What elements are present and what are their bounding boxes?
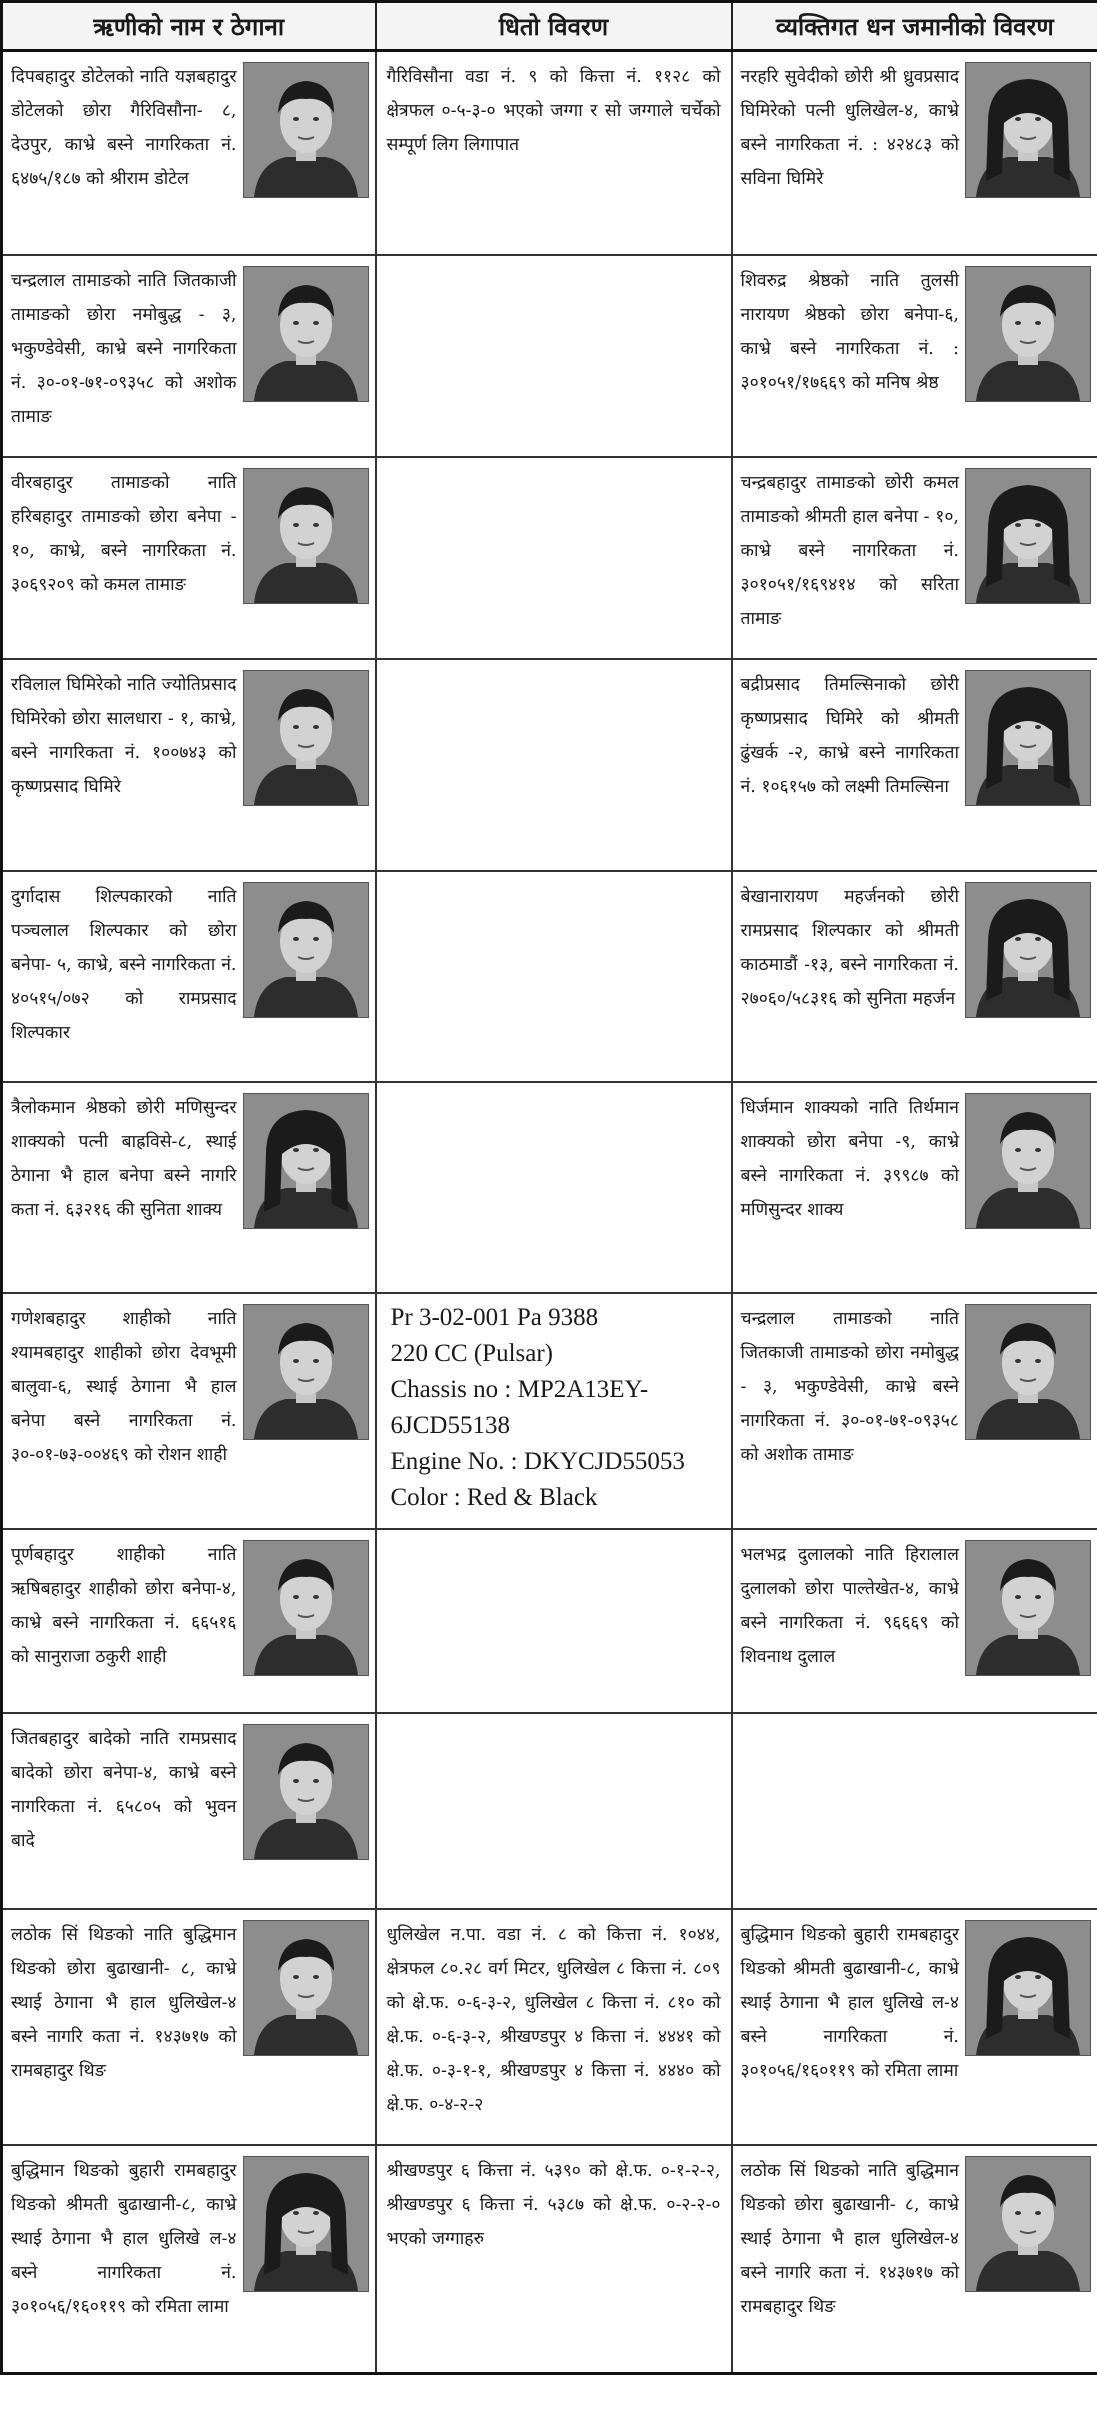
collateral-cell [376, 1713, 732, 1909]
borrower-cell [2, 1713, 376, 1909]
guarantor-details: बेखानारायण महर्जनको छोरी रामप्रसाद शिल्पकार को श्रीमती काठमाडौं -१३, बस्ने नागरिकता नं. २७०६०/५८३१६ को सुनिता महर्जन [740, 886, 959, 1009]
borrower-details: पूर्णबहादुर शाहीको नाति ऋषिबहादुर शाहीको छोरा बनेपा-४, काभ्रे बस्ने नागरिकता नं. ६६५१६ को सानुराजा ठकुरी शाही [11, 1544, 237, 1667]
borrower-cell [2, 51, 376, 255]
header-collateral: धितो विवरण [376, 2, 732, 51]
borrower-cell [2, 871, 376, 1082]
borrower-photo [243, 1540, 369, 1676]
guarantor-photo [965, 1093, 1091, 1229]
collateral-details [377, 1714, 731, 1730]
borrower-cell [2, 2145, 376, 2374]
collateral-cell [376, 871, 732, 1082]
table-row [2, 659, 1097, 871]
borrower-photo [243, 62, 369, 198]
collateral-cell [376, 457, 732, 659]
guarantor-cell [732, 1529, 1097, 1713]
guarantor-details: शिवरुद्र श्रेष्ठको नाति तुलसी नारायण श्रेष्ठको छोरा बनेपा-६, काभ्रे बस्ने नागरिकता नं. : ३०१०५१/१७६६९ को मनिष श्रेष्ठ [740, 270, 959, 393]
guarantor-details: चन्द्रबहादुर तामाङको छोरी कमल तामाङको श्रीमती हाल बनेपा - १०, काभ्रे बस्ने नागरिकता नं. ३०१०५१/१६९४१४ को सरिता तामाङ [740, 472, 959, 629]
collateral-cell [376, 659, 732, 871]
borrower-photo [243, 468, 369, 604]
borrower-details: लठोक सिं थिङको नाति बुद्धिमान थिङको छोरा बुढाखानी- ८, काभ्रे स्थाई ठेगाना भै हाल धुलिखेल-४ बस्ने नागरि कता नं. १४३७१७ को रामबहादुर थिङ [11, 1924, 237, 2081]
collateral-details [377, 660, 731, 676]
vehicle-detail-line: Color : Red & Black [390, 1483, 598, 1511]
guarantor-cell [732, 2145, 1097, 2374]
guarantor-cell [732, 871, 1097, 1082]
collateral-cell [376, 1293, 732, 1529]
guarantor-cell [732, 255, 1097, 457]
borrower-photo [243, 2156, 369, 2292]
borrower-details: जितबहादुर बादेको नाति रामप्रसाद बादेको छोरा बनेपा-४, काभ्रे बस्ने नागरिकता नं. ६५८०५ को भुवन बादे [11, 1728, 237, 1851]
borrower-cell [2, 457, 376, 659]
collateral-details: धुलिखेल न.पा. वडा नं. ८ को कित्ता नं. १०४४, क्षेत्रफल ८०.२८ वर्ग मिटर, धुलिखेल ८ कित्ता नं. ८०९ को क्षे.फ. ०-६-३-२, धुलिखेल ८ कित्ता नं. ८१० को क्षे.फ. ०-६-३-२, श्रीखण्डपुर ४ कित्ता नं. ४४४१ को क्षे.फ. ०-३-१-१, श्रीखण्डपुर ४ कित्ता नं. ४४४० को क्षे.फ. ०-४-२-२ [386, 1924, 721, 2115]
guarantor-cell [732, 1082, 1097, 1293]
table-row [2, 1082, 1097, 1293]
collateral-cell [376, 2145, 732, 2374]
guarantor-photo [965, 1304, 1091, 1440]
guarantor-photo [965, 882, 1091, 1018]
borrower-details: दुर्गादास शिल्पकारको नाति पञ्चलाल शिल्पकार को छोरा बनेपा- ५, काभ्रे, बस्ने नागरिकता नं. ४०५१५/०७२ को रामप्रसाद शिल्पकार [11, 886, 237, 1043]
vehicle-details [377, 1294, 731, 1522]
collateral-details [377, 256, 731, 272]
vehicle-detail-line: Engine No. : DKYCJD55053 [390, 1447, 685, 1475]
header-borrower: ऋणीको नाम र ठेगाना [2, 2, 376, 51]
borrower-photo [243, 1093, 369, 1229]
table-row [2, 1713, 1097, 1909]
collateral-cell [376, 51, 732, 255]
vehicle-detail-line: Chassis no : MP2A13EY-6JCD55138 [390, 1375, 649, 1439]
guarantor-cell [732, 1713, 1097, 1909]
table-row [2, 457, 1097, 659]
collateral-details [377, 1530, 731, 1546]
guarantor-details: बद्रीप्रसाद तिमल्सिनाको छोरी कृष्णप्रसाद घिमिरे को श्रीमती ढुंखर्क -२, काभ्रे बस्ने नागरिकता नं. १०६१५७ को लक्ष्मी तिमल्सिना [740, 674, 959, 797]
borrower-cell [2, 1293, 376, 1529]
guarantor-details: धिर्जमान शाक्यको नाति तिर्थमान शाक्यको छोरा बनेपा -९, काभ्रे बस्ने नागरिकता नं. ३९९८७ को मणिसुन्दर शाक्य [740, 1097, 959, 1220]
guarantor-details: लठोक सिं थिङको नाति बुद्धिमान थिङको छोरा बुढाखानी- ८, काभ्रे स्थाई ठेगाना भै हाल धुलिखेल-४ बस्ने नागरि कता नं. १४३७१७ को रामबहादुर थिङ [740, 2160, 959, 2317]
guarantor-photo [965, 266, 1091, 402]
guarantor-photo [965, 62, 1091, 198]
borrower-photo [243, 882, 369, 1018]
table-row [2, 1529, 1097, 1713]
collateral-cell [376, 1909, 732, 2145]
guarantor-cell [732, 1909, 1097, 2145]
collateral-details: गैरिविसौना वडा नं. ९ को कित्ता नं. ११२८ को क्षेत्रफल ०-५-३-० भएको जग्गा र सो जग्गाले चर्चेको सम्पूर्ण लिग लिगापात [386, 67, 721, 155]
guarantor-details: भलभद्र दुलालको नाति हिरालाल दुलालको छोरा पाल्तेखेत-४, काभ्रे बस्ने नागरिकता नं. ९६६६९ को शिवनाथ दुलाल [740, 1544, 959, 1667]
guarantor-details: नरहरि सुवेदीको छोरी श्री ध्रुवप्रसाद घिमिरेको पत्नी धुलिखेल-४, काभ्रे बस्ने नागरिकता नं. : ४२४८३ को सविना घिमिरे [740, 67, 959, 189]
guarantor-cell [732, 659, 1097, 871]
guarantor-photo [965, 1920, 1091, 2056]
guarantor-cell [732, 457, 1097, 659]
header-guarantor: व्यक्तिगत धन जमानीको विवरण [732, 2, 1097, 51]
table-row [2, 871, 1097, 1082]
borrower-photo [243, 266, 369, 402]
borrower-details: रविलाल घिमिरेको नाति ज्योतिप्रसाद घिमिरेको छोरा सालधारा - १, काभ्रे, बस्ने नागरिकता नं. १००७४३ को कृष्णप्रसाद घिमिरे [11, 674, 237, 797]
borrower-cell [2, 255, 376, 457]
borrower-details: बुद्धिमान थिङको बुहारी रामबहादुर थिङको श्रीमती बुढाखानी-८, काभ्रे स्थाई ठेगाना भै हाल धुलिखे ल-४ बस्ने नागरिकता नं. ३०१०५६/१६०११९ को रमिता लामा [11, 2160, 237, 2317]
table-row [2, 1909, 1097, 2145]
guarantor-details: बुद्धिमान थिङको बुहारी रामबहादुर थिङको श्रीमती बुढाखानी-८, काभ्रे स्थाई ठेगाना भै हाल धुलिखे ल-४ बस्ने नागरिकता नं. ३०१०५६/१६०११९ को रमिता लामा [740, 1924, 959, 2081]
borrower-photo [243, 1724, 369, 1860]
table-row [2, 2145, 1097, 2374]
borrower-cell [2, 1529, 376, 1713]
borrower-cell [2, 1082, 376, 1293]
table-row [2, 255, 1097, 457]
borrower-photo [243, 670, 369, 806]
collateral-cell [376, 1529, 732, 1713]
borrower-details: त्रैलोकमान श्रेष्ठको छोरी मणिसुन्दर शाक्यको पत्नी बाह्रविसे-८, स्थाई ठेगाना भै हाल बनेपा बस्ने नागरि कता नं. ६३२१६ की सुनिता शाक्य [11, 1097, 237, 1220]
guarantor-cell [732, 1293, 1097, 1529]
borrower-cell [2, 659, 376, 871]
borrower-details: चन्द्रलाल तामाङको नाति जितकाजी तामाङको छोरा नमोबुद्ध - ३, भकुण्डेवेसी, काभ्रे बस्ने नागरिकता नं. ३०-०१-७१-०९३५८ को अशोक तामाङ [11, 270, 237, 427]
guarantor-photo [965, 1540, 1091, 1676]
guarantor-details: चन्द्रलाल तामाङको नाति जितकाजी तामाङको छोरा नमोबुद्ध - ३, भकुण्डेवेसी, काभ्रे बस्ने नागरिकता नं. ३०-०१-७१-०९३५८ को अशोक तामाङ [740, 1308, 959, 1465]
borrower-cell [2, 1909, 376, 2145]
table-row [2, 1293, 1097, 1529]
header-row [2, 2, 1097, 51]
guarantor-cell [732, 51, 1097, 255]
collateral-details [377, 1083, 731, 1099]
borrower-photo [243, 1920, 369, 2056]
vehicle-detail-line: 220 CC (Pulsar) [390, 1339, 553, 1367]
borrower-details: दिपबहादुर डोटेलको नाति यज्ञबहादुर डोटेलको छोरा गैरिविसौना- ८, देउपुर, काभ्रे बस्ने नागरिकता नं. ६४७५/१८७ को श्रीराम डोटेल [11, 67, 237, 189]
collateral-details [377, 872, 731, 888]
borrower-details: गणेशबहादुर शाहीको नाति श्यामबहादुर शाहीको छोरा देवभूमी बालुवा-६, स्थाई ठेगाना भै हाल बनेपा बस्ने नागरिकता नं. ३०-०१-७३-००४६९ को रोशन शाही [11, 1308, 237, 1465]
vehicle-detail-line: Pr 3-02-001 Pa 9388 [390, 1303, 599, 1331]
collateral-details [377, 458, 731, 474]
guarantor-photo [965, 2156, 1091, 2292]
borrower-photo [243, 1304, 369, 1440]
collateral-cell [376, 1082, 732, 1293]
table-row [2, 51, 1097, 255]
collateral-details: श्रीखण्डपुर ६ कित्ता नं. ५३९० को क्षे.फ. ०-१-२-२, श्रीखण्डपुर ६ कित्ता नं. ५३८७ को क्षे.फ. ०-२-२-० भएको जग्गाहरु [386, 2160, 721, 2249]
borrower-details: वीरबहादुर तामाङको नाति हरिबहादुर तामाङको छोरा बनेपा - १०, काभ्रे, बस्ने नागरिकता नं. ३०६९२०९ को कमल तामाङ [11, 472, 237, 595]
guarantor-photo [965, 468, 1091, 604]
collateral-cell [376, 255, 732, 457]
guarantor-photo [965, 670, 1091, 806]
